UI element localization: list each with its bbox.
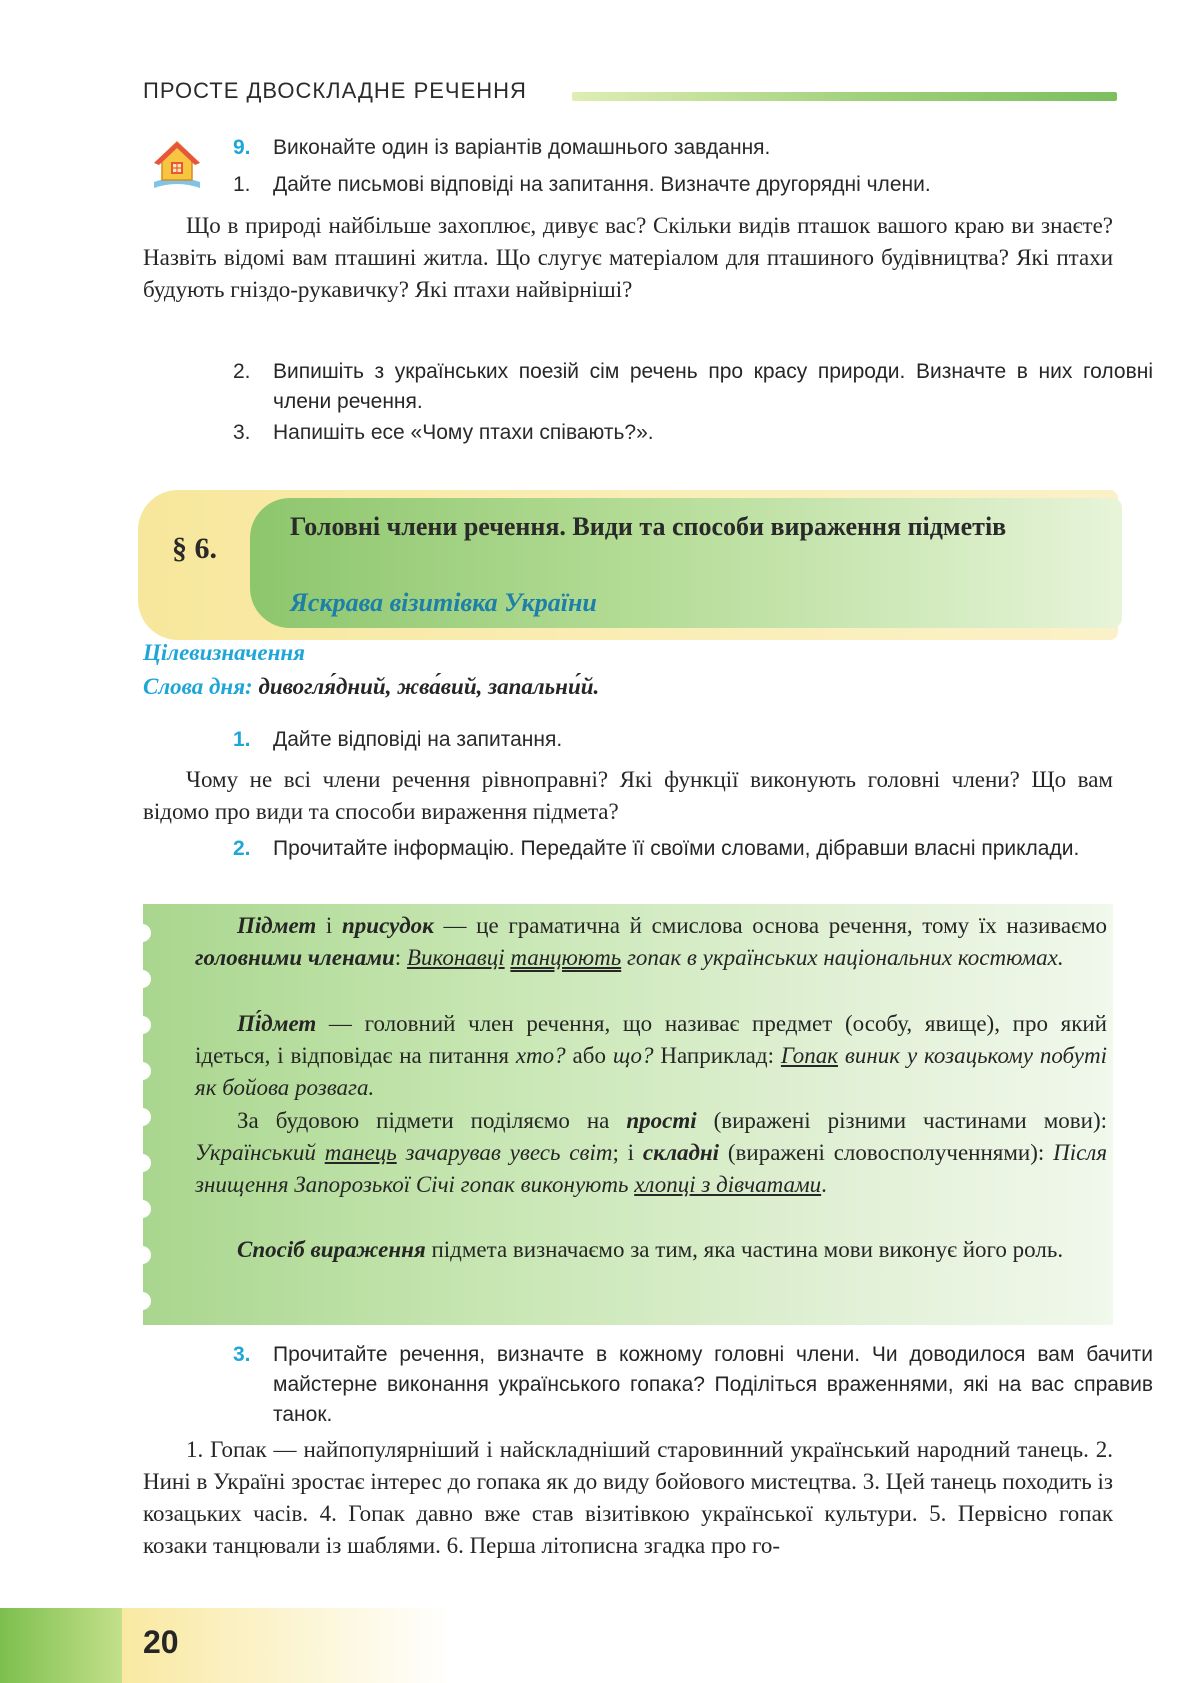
term-compound: складні [642,1140,720,1165]
binder-hole [133,1154,151,1172]
variant-text: Напишіть есе «Чому птахи співають?». [273,421,654,444]
words-value: дивогля́дний, жва́вий, запальни́й. [258,674,600,699]
text-span: — головний член речення, що називає предмет (особу, явище), про який ідеться, і відповідає на питання [195,1011,1107,1068]
exercise-number: 1. [233,728,251,751]
text-span: (виражені словосполученнями): [719,1140,1054,1165]
exercise-text: Прочитайте речення, визначте в кожному головні члени. Чи доводилося вам бачити майстерне виконання українського гопака? Поділіться враженнями, які на вас справив танок. [273,1343,1153,1426]
homework-questions: Що в природі найбільше захоплює, дивує вас? Скільки видів пташок вашого краю ви знаєте? Назвіть відомі вам пташині житла. Що слугує матеріалом для пташиного будівництва? Які птахи будують гніздо-рукавичку? Які птахи найвірніші? [143,213,1113,302]
binder-hole [133,970,151,988]
example-subject: танець [324,1140,397,1165]
info-paragraph-1 [195,910,1107,974]
term-simple: прості [626,1108,697,1133]
text-span: . [821,1172,827,1197]
variant-text: Дайте письмові відповіді на запитання. Визначте другорядні члени. [273,173,931,196]
binder-hole [133,1108,151,1126]
text-span: і [316,913,342,938]
binder-hole [133,1246,151,1264]
section-title: Головні члени речення. Види та способи вираження підметів [290,512,1007,541]
exercise-9 [233,136,770,160]
term-means-of-expression: Спосіб вираження [237,1237,426,1262]
text-span: — це граматична й смислова основа речення, тому їх називаємо [433,913,1107,938]
exercise-text: Дайте відповіді на запитання. [273,728,563,751]
text-span: : [394,945,407,970]
example-text: виник у козацькому побуті як бойова розвага. [195,1043,1107,1100]
binder-hole [133,924,151,942]
example-subject: Виконавці [406,945,505,970]
exercise-number: 2. [233,837,251,860]
task3-sentences: 1. Гопак — найпопулярніший і найскладніший старовинний український народний танець. 2. Нині в Україні зростає інтерес до гопака як до виду бойового мистецтва. 3. Цей танець походить із козацьких часів. 4. Гопак давно вже став візитівкою української культури. 5. Первісно гопак козаки танцювали із шаблями. 6. Перша літописна згадка про го- [143,1437,1113,1558]
footer-green-band [0,1608,122,1683]
text-span: ; і [612,1140,643,1165]
term-main-members: головними членами [195,945,395,970]
words-label: Слова дня: [143,674,253,699]
text-span: Наприклад: [653,1043,781,1068]
example-text: Український [195,1140,325,1165]
exercise-number: 3. [233,1343,251,1366]
running-title: ПРОСТЕ ДВОСКЛАДНЕ РЕЧЕННЯ [143,78,527,103]
info-paragraph-4 [195,1234,1107,1266]
exercise-3 [233,1340,1153,1430]
exercise-text: Виконайте один із варіантів домашнього завдання. [273,136,771,159]
section-subtitle: Яскрава візитівка України [290,588,597,617]
example-subject: Гопак [780,1043,839,1068]
binder-hole [133,1292,151,1310]
example-predicate: танцюють [510,945,622,970]
binder-hole [133,1200,151,1218]
text-span: підмета визначаємо за тим, яка частина мови виконує його роль. [425,1237,1064,1262]
example-text: зачарував увесь світ [396,1140,613,1165]
example-text: Після знищення Запорозької Січі гопак виконують [195,1140,1108,1197]
exercise-1 [233,728,562,752]
variant-3 [233,421,654,445]
header-rule [572,92,1117,101]
term-subject: Підмет [237,913,317,938]
words-of-day [143,674,599,700]
text-span: (виражені різними частинами мови): [696,1108,1107,1133]
exercise-number: 9. [233,136,251,159]
example-subject: хлопці з дівчатами [634,1172,822,1197]
term-subject: Пі́дмет [237,1011,317,1036]
task1-questions: Чому не всі члени речення рівноправні? Які функції виконують головні члени? Що вам відомо про види та способи вираження підмета? [143,767,1113,824]
binder-hole [133,1062,151,1080]
variant-number: 3. [233,421,251,444]
example-text: гопак в українських національних костюмах. [621,945,1064,970]
text-span: За будовою підмети поділяємо на [237,1108,627,1133]
binder-hole [133,1016,151,1034]
variant-2 [233,357,1153,417]
goal-heading: Цілевизначення [143,640,305,665]
question-who: хто? [515,1043,566,1068]
info-paragraph-3 [195,1105,1107,1201]
house-book-icon [150,138,204,192]
exercise-text: Прочитайте інформацію. Передайте її своїми словами, дібравши власні приклади. [273,837,1080,860]
term-predicate: присудок [341,913,434,938]
variant-number: 2. [233,360,251,383]
section-number: § 6. [172,532,217,565]
variant-1 [233,173,931,197]
exercise-2 [233,834,1153,864]
text-span: або [565,1043,613,1068]
page-number: 20 [143,1624,179,1660]
question-what: що? [612,1043,654,1068]
variant-number: 1. [233,173,251,196]
info-paragraph-2 [195,1008,1107,1104]
variant-text: Випишіть з українських поезій сім речень про красу природи. Визначте в них головні члени речення. [273,360,1153,413]
